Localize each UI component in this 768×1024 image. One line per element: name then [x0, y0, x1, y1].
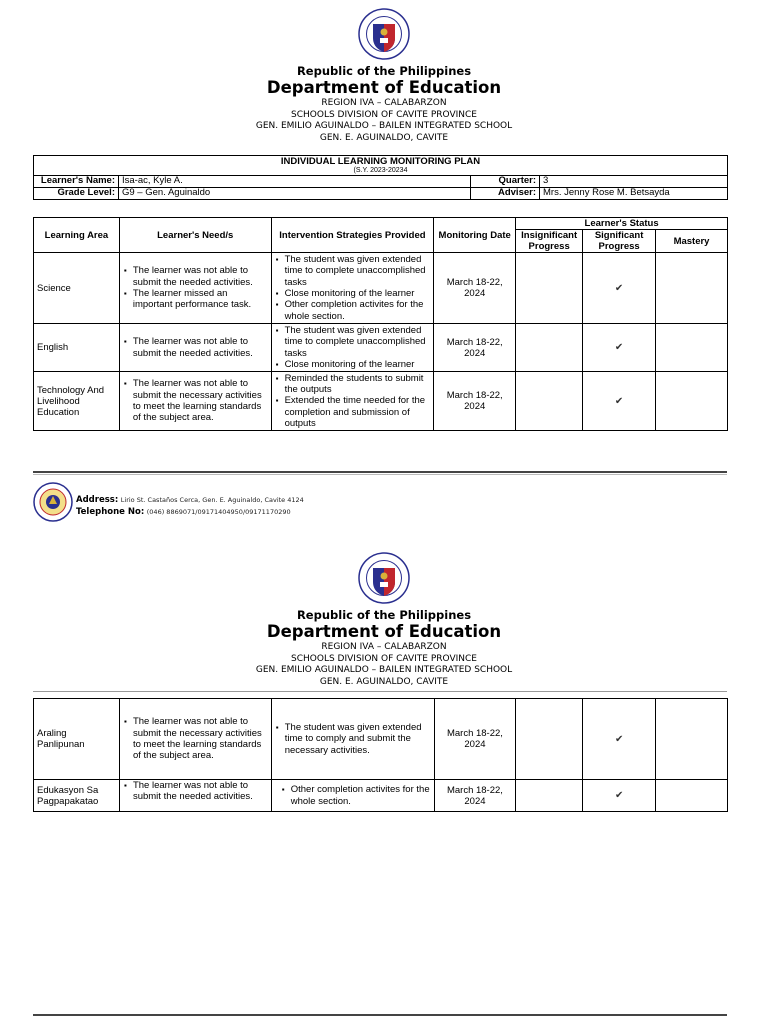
footer-rule-shadow	[33, 474, 727, 475]
footer-telephone	[76, 506, 304, 518]
list-item: ▪ Other completion activites for the whole section.	[285, 299, 431, 322]
check-icon: ✔	[583, 699, 656, 780]
list-item: ▪ The learner was not able to submit the needed activities.	[133, 336, 268, 359]
footer-rule	[33, 471, 727, 473]
footer-address	[76, 494, 304, 506]
address-value: Lirio St. Castaños Cerca, Gen. E. Aguinaldo, Cavite 4124	[120, 496, 304, 504]
plan-title-cell	[34, 156, 728, 176]
table-row	[34, 324, 728, 372]
learner-name-value: Isa-ac, Kyle A.	[119, 176, 471, 188]
list-item: ▪ The learner missed an important performance task.	[133, 288, 268, 311]
grade-level-value: G9 – Gen. Aguinaldo	[119, 188, 471, 200]
area-cell: Technology And Livelihood Education	[34, 372, 120, 431]
school-seal-icon	[33, 482, 73, 522]
table-row	[34, 699, 728, 780]
strategies-cell	[271, 699, 434, 780]
plan-title: INDIVIDUAL LEARNING MONITORING PLAN	[280, 156, 481, 167]
page1-header	[0, 8, 768, 144]
table-row	[34, 780, 728, 812]
bottom-rule	[33, 1014, 727, 1016]
region-line: REGION IVA – CALABARZON	[321, 98, 447, 108]
header-rule	[33, 691, 727, 692]
date-cell: March 18-22, 2024	[434, 324, 516, 372]
strategies-cell	[271, 253, 434, 324]
deped-seal-icon	[358, 8, 410, 60]
insignificant-cell	[516, 372, 583, 431]
mastery-cell	[656, 372, 728, 431]
location-line: GEN. E. AGUINALDO, CAVITE	[319, 132, 449, 143]
table-row	[34, 253, 728, 324]
monitoring-table-page1	[33, 217, 728, 431]
insignificant-cell	[516, 780, 583, 812]
mastery-cell	[656, 324, 728, 372]
needs-cell	[119, 372, 271, 431]
quarter-value: 3	[540, 176, 728, 188]
adviser-value: Mrs. Jenny Rose M. Betsayda	[540, 188, 728, 200]
republic-line: Republic of the Philippines	[296, 608, 472, 622]
col-mastery: Mastery	[656, 230, 728, 253]
insignificant-cell	[516, 324, 583, 372]
footer-contact	[76, 494, 304, 518]
school-year: (S.Y. 2023-20234	[353, 167, 408, 174]
needs-cell	[119, 780, 271, 812]
list-item: ▪ Other completion activites for the whole section.	[291, 784, 431, 807]
list-item: ▪ The learner was not able to submit the needed activities.	[133, 265, 268, 288]
list-item: ▪ The learner was not able to submit the needed activities.	[133, 780, 268, 803]
region-line: REGION IVA – CALABARZON	[321, 642, 447, 652]
address-label: Address:	[76, 495, 119, 505]
check-icon: ✔	[583, 780, 656, 812]
area-cell: English	[34, 324, 120, 372]
col-strategies: Intervention Strategies Provided	[271, 218, 434, 253]
date-cell: March 18-22, 2024	[434, 780, 516, 812]
division-line: SCHOOLS DIVISION OF CAVITE PROVINCE	[291, 653, 477, 664]
insignificant-cell	[516, 253, 583, 324]
mastery-cell	[656, 253, 728, 324]
learner-name-label: Learner's Name:	[34, 176, 119, 188]
strategies-cell	[271, 372, 434, 431]
page2-header	[0, 552, 768, 688]
list-item: ▪ The learner was not able to submit the necessary activities to meet the learning standards of the subject area.	[133, 378, 268, 423]
mastery-cell	[656, 699, 728, 780]
list-item: ▪ The student was given extended time to comply and submit the necessary activities.	[285, 722, 431, 756]
quarter-label: Quarter:	[471, 176, 540, 188]
col-needs: Learner's Need/s	[119, 218, 271, 253]
learner-info-table	[33, 155, 728, 200]
date-cell: March 18-22, 2024	[434, 372, 516, 431]
needs-cell	[119, 253, 271, 324]
telephone-label: Telephone No:	[76, 507, 145, 517]
list-item: ▪ The learner was not able to submit the necessary activities to meet the learning standards of the subject area.	[133, 716, 268, 761]
area-cell: Edukasyon Sa Pagpapakatao	[34, 780, 120, 812]
department-title: Department of Education	[266, 622, 502, 641]
needs-cell	[119, 699, 271, 780]
department-title: Department of Education	[266, 78, 502, 97]
col-significant: Significant Progress	[583, 230, 656, 253]
list-item: ▪ The student was given extended time to complete unaccomplished tasks	[285, 325, 431, 359]
col-learning-area: Learning Area	[34, 218, 120, 253]
date-cell: March 18-22, 2024	[434, 253, 516, 324]
needs-cell	[119, 324, 271, 372]
area-cell: Araling Panlipunan	[34, 699, 120, 780]
telephone-value: (046) 8869071/09171404950/09171170290	[146, 508, 291, 516]
monitoring-table-page2	[33, 698, 728, 812]
col-monitoring-date: Monitoring Date	[434, 218, 516, 253]
check-icon: ✔	[583, 253, 656, 324]
division-line: SCHOOLS DIVISION OF CAVITE PROVINCE	[291, 109, 477, 120]
strategies-cell	[271, 780, 434, 812]
check-icon: ✔	[583, 372, 656, 431]
table-row	[34, 372, 728, 431]
insignificant-cell	[516, 699, 583, 780]
grade-level-label: Grade Level:	[34, 188, 119, 200]
list-item: ▪ The student was given extended time to complete unaccomplished tasks	[285, 254, 431, 288]
adviser-label: Adviser:	[471, 188, 540, 200]
list-item: ▪ Reminded the students to submit the outputs	[285, 373, 431, 396]
list-item: ▪ Close monitoring of the learner	[285, 288, 431, 299]
area-cell: Science	[34, 253, 120, 324]
deped-seal-icon	[358, 552, 410, 604]
list-item: ▪ Close monitoring of the learner	[285, 359, 431, 370]
location-line: GEN. E. AGUINALDO, CAVITE	[319, 676, 449, 687]
date-cell: March 18-22, 2024	[434, 699, 516, 780]
strategies-cell	[271, 324, 434, 372]
republic-line: Republic of the Philippines	[296, 64, 472, 78]
school-line: GEN. EMILIO AGUINALDO – BAILEN INTEGRATED SCHOOL	[255, 121, 513, 131]
col-learners-status: Learner's Status	[516, 218, 728, 230]
school-line: GEN. EMILIO AGUINALDO – BAILEN INTEGRATED SCHOOL	[255, 665, 513, 675]
col-insignificant: Insignificant Progress	[516, 230, 583, 253]
list-item: ▪ Extended the time needed for the completion and submission of outputs	[285, 395, 431, 429]
check-icon: ✔	[583, 324, 656, 372]
mastery-cell	[656, 780, 728, 812]
